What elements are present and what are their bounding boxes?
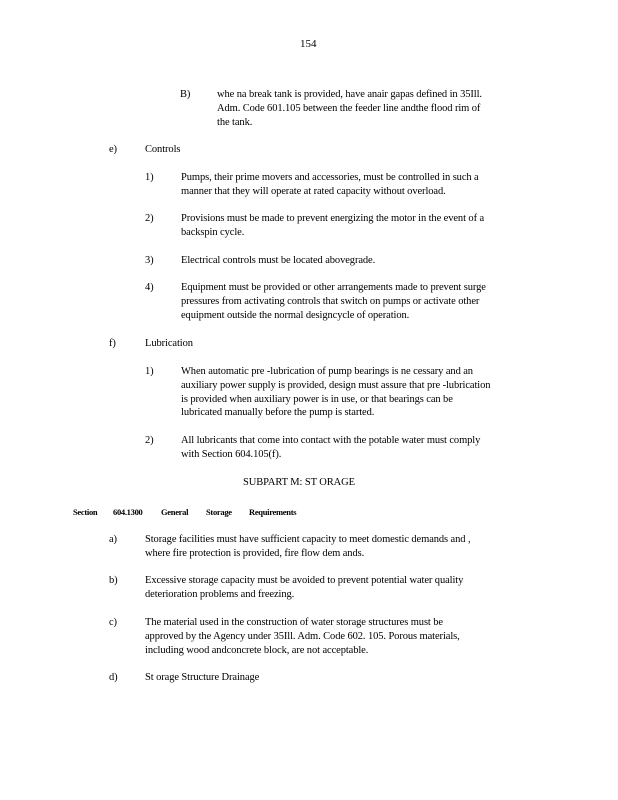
item-line: All lubricants that come into contact with the potable water must comply	[181, 435, 481, 446]
item-line: equipment outside the normal designcycle of operation.	[181, 310, 410, 321]
storage-item-line: St orage Structure Drainage	[145, 672, 260, 683]
storage-item-line: approved by the Agency under 35Ill. Adm. Code 602. 105. Porous materials,	[145, 631, 460, 642]
item-number: 1)	[145, 172, 154, 183]
item-number: 1)	[145, 366, 154, 377]
item-line: lubricated manually before the pump is started.	[181, 407, 375, 418]
item-number: 4)	[145, 282, 154, 293]
item-line: Electrical controls must be located abovegrade.	[181, 255, 376, 266]
b-line-3: the tank.	[217, 117, 253, 128]
item-line: Equipment must be provided or other arrangements made to prevent surge	[181, 282, 486, 293]
item-line: is provided when auxiliary power is in use, or that bearings can be	[181, 394, 453, 405]
storage-item-label: c)	[109, 617, 117, 628]
item-line: backspin cycle.	[181, 227, 245, 238]
item-label-b: B)	[180, 89, 191, 100]
item-line: When automatic pre -lubrication of pump bearings is ne cessary and an	[181, 366, 473, 377]
item-line: manner that they will operate at rated capacity without overload.	[181, 186, 446, 197]
section-heading-word: Requirements	[249, 507, 297, 517]
section-number: 604.1300	[113, 507, 143, 517]
section-e-title: Controls	[145, 144, 181, 155]
item-line: with Section 604.105(f).	[181, 449, 282, 460]
section-f-label: f)	[109, 338, 116, 349]
storage-item-line: including wood andconcrete block, are not acceptable.	[145, 645, 369, 656]
section-f-title: Lubrication	[145, 338, 193, 349]
section-word: Section	[73, 507, 98, 517]
storage-item-label: a)	[109, 534, 117, 545]
section-e-label: e)	[109, 144, 117, 155]
storage-item-line: The material used in the construction of water storage structures must be	[145, 617, 443, 628]
item-number: 2)	[145, 435, 154, 446]
storage-item-line: where fire protection is provided, fire flow dem ands.	[145, 548, 365, 559]
storage-item-label: b)	[109, 575, 118, 586]
storage-item-label: d)	[109, 672, 118, 683]
item-number: 2)	[145, 213, 154, 224]
storage-item-line: Storage facilities must have sufficient capacity to meet domestic demands and ,	[145, 534, 471, 545]
b-line-2: Adm. Code 601.105 between the feeder line andthe flood rim of	[217, 103, 481, 114]
item-line: pressures from activating controls that switch on pumps or activate other	[181, 296, 480, 307]
b-line-1: whe na break tank is provided, have anair gapas defined in 35Ill.	[217, 89, 482, 100]
section-heading-word: Storage	[206, 507, 232, 517]
item-line: auxiliary power supply is provided, design must assure that pre -lubrication	[181, 380, 491, 391]
item-number: 3)	[145, 255, 154, 266]
item-line: Provisions must be made to prevent energizing the motor in the event of a	[181, 213, 485, 224]
subpart-title: SUBPART M: ST ORAGE	[243, 477, 355, 488]
storage-item-line: deterioration problems and freezing.	[145, 589, 295, 600]
section-heading-word: General	[161, 507, 189, 517]
item-line: Pumps, their prime movers and accessories, must be controlled in such a	[181, 172, 479, 183]
storage-item-line: Excessive storage capacity must be avoided to prevent potential water quality	[145, 575, 464, 586]
page-number: 154	[300, 38, 317, 50]
